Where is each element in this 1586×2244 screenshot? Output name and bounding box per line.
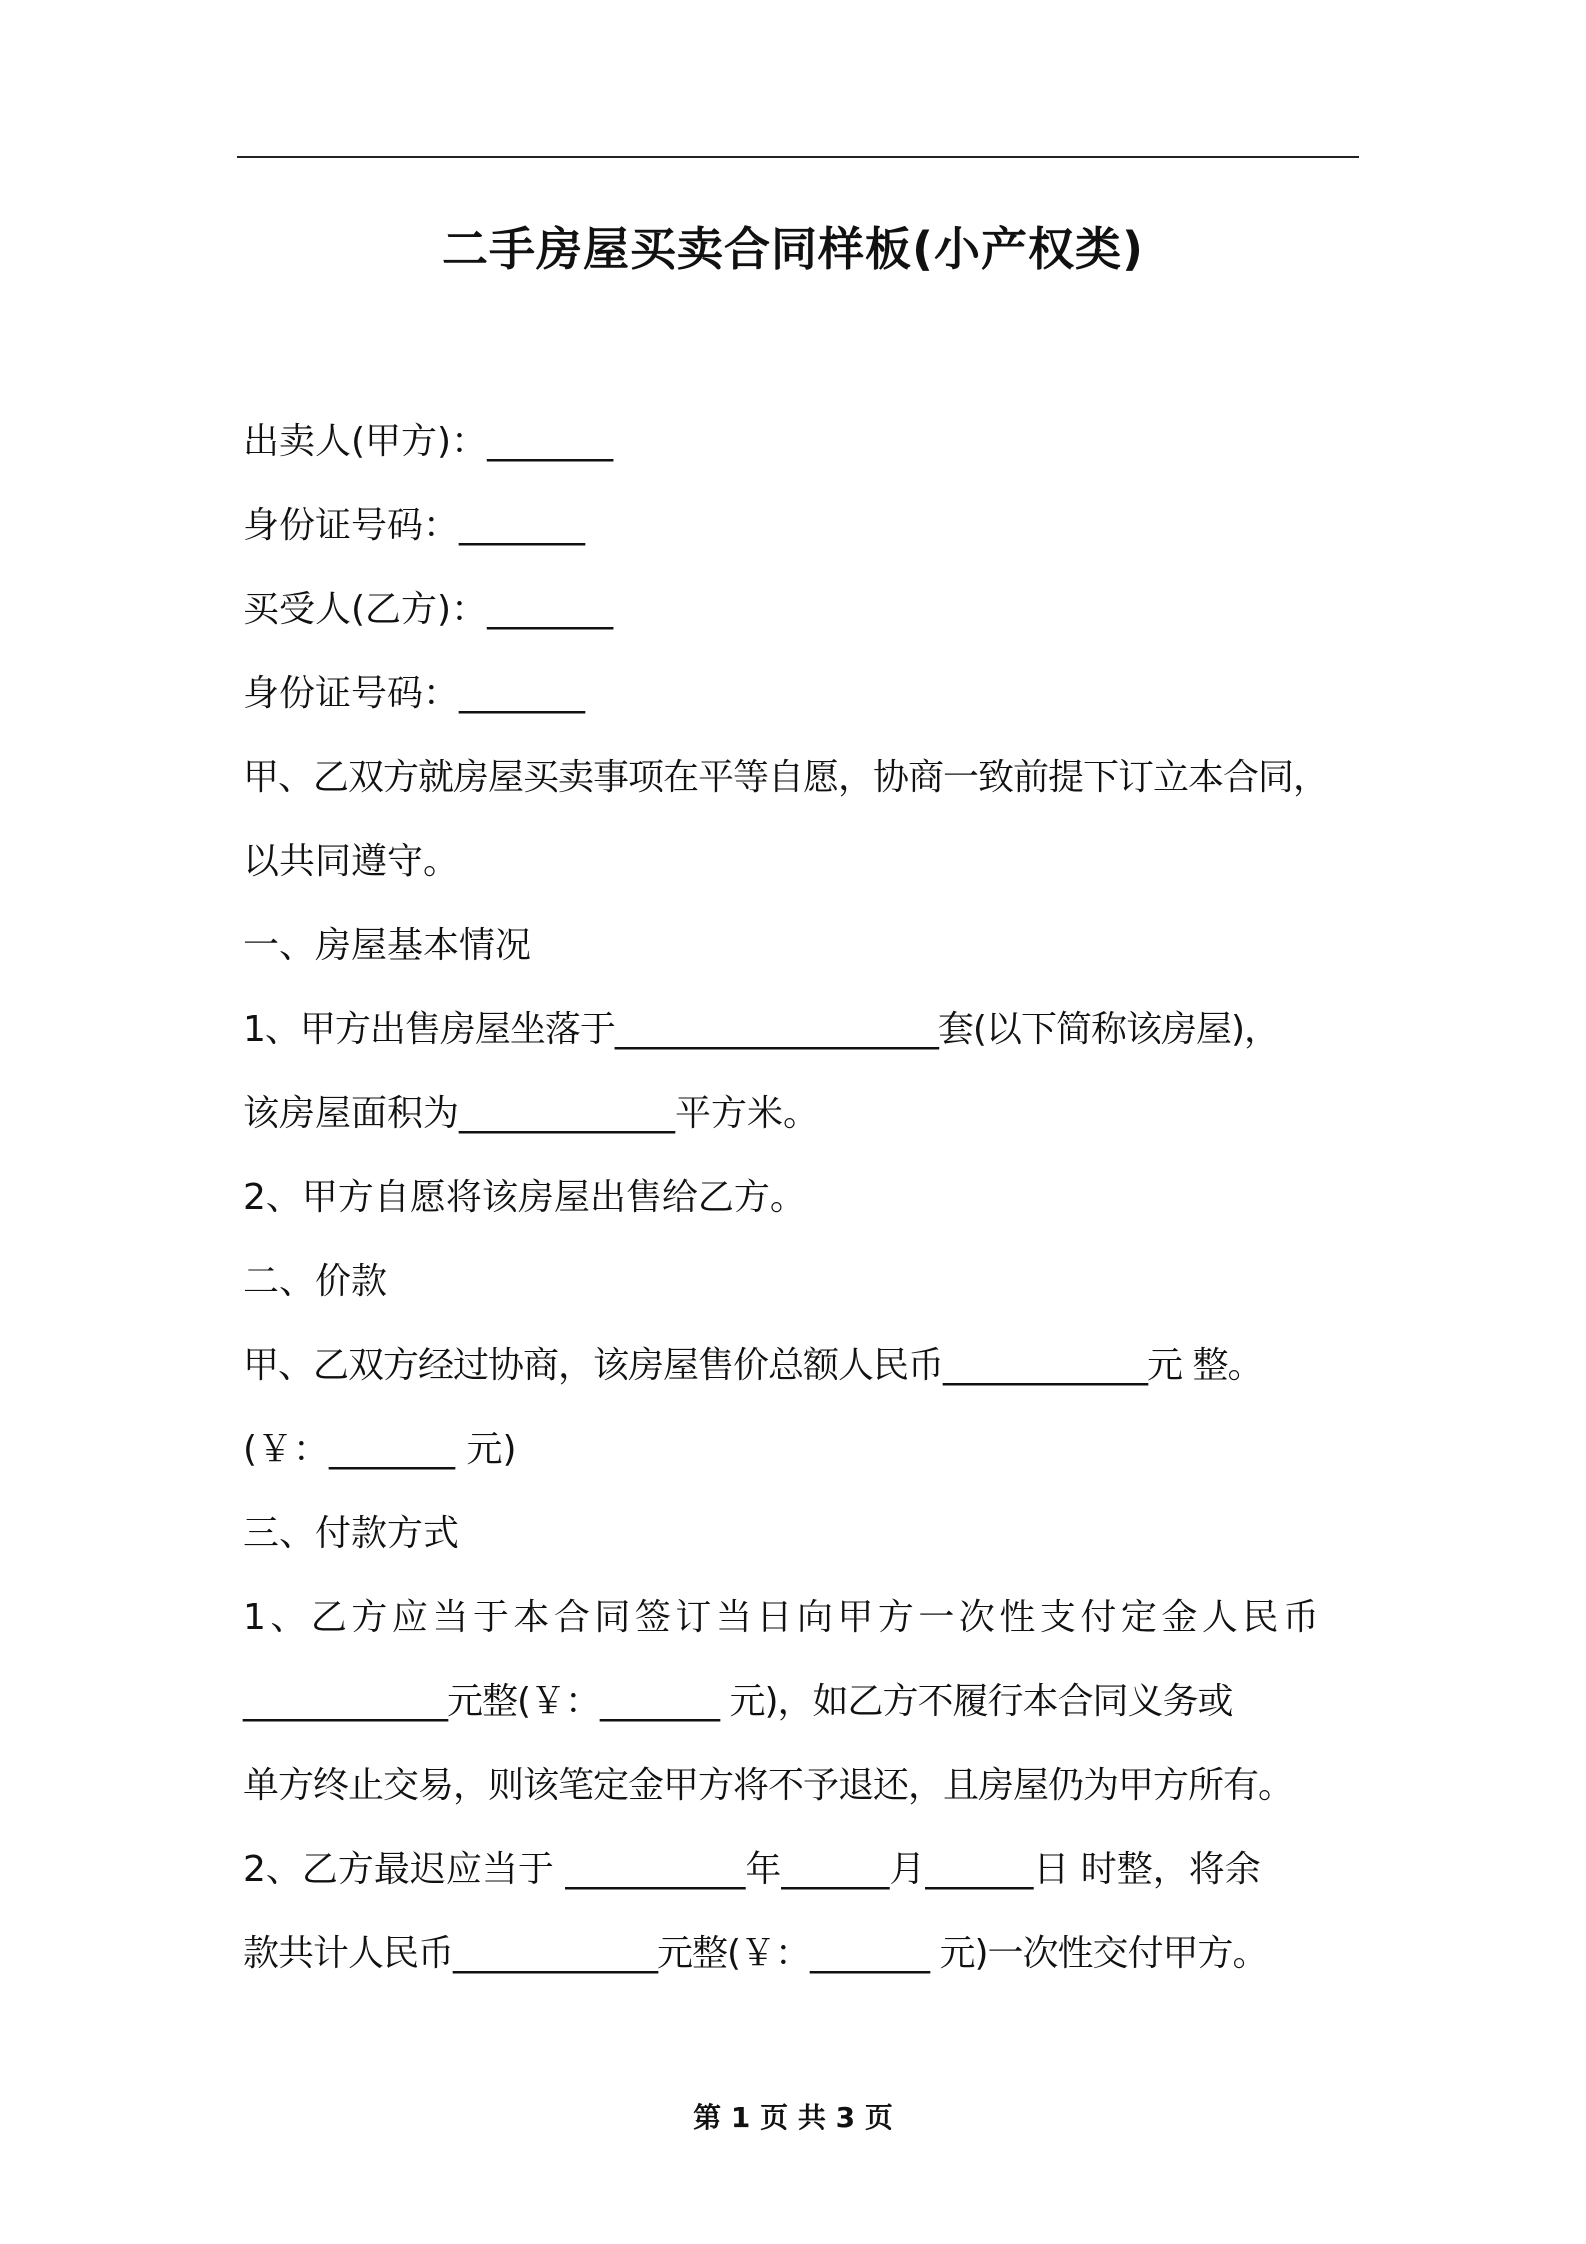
clause-3-2-line-2: 款共计人民币____________元整(￥：_______ 元)一次性交付甲方。 <box>243 1933 1268 1974</box>
section-heading-3: 三、付款方式 <box>243 1513 460 1554</box>
price-line-2: (￥：_______ 元) <box>243 1429 517 1470</box>
document-body <box>243 400 1368 1996</box>
seller-line: 出卖人(甲方)：_______ <box>243 421 614 462</box>
document-title: 二手房屋买卖合同样板(小产权类) <box>441 222 1145 276</box>
clause-1-1-line-2: 该房屋面积为____________平方米。 <box>243 1093 820 1134</box>
page-number: 第 1 页 共 3 页 <box>693 2101 893 2134</box>
header-rule <box>237 156 1359 158</box>
preamble-line-1: 甲、乙双方就房屋买卖事项在平等自愿，协商一致前提下订立本合同， <box>243 757 1329 798</box>
buyer-line: 买受人(乙方)：_______ <box>243 589 614 630</box>
clause-3-1-line-3: 单方终止交易，则该笔定金甲方将不予退还，且房屋仍为甲方所有。 <box>243 1765 1294 1806</box>
clause-3-1-line-1: 1、乙方应当于本合同签订当日向甲方一次性支付定金人民币 <box>243 1597 1324 1638</box>
clause-1-2: 2、甲方自愿将该房屋出售给乙方。 <box>243 1177 806 1218</box>
clause-1-1-line-1: 1、甲方出售房屋坐落于___________________套(以下简称该房屋)， <box>243 1009 1279 1050</box>
clause-3-2-line-1: 2、乙方最迟应当于 __________年______月______日 时整，将余 <box>243 1849 1261 1890</box>
section-heading-2: 二、价款 <box>243 1261 388 1302</box>
buyer-id-line: 身份证号码：_______ <box>243 673 586 714</box>
seller-id-line: 身份证号码：_______ <box>243 505 586 546</box>
clause-3-1-line-2: ____________元整(￥：_______ 元)，如乙方不履行本合同义务或 <box>243 1681 1233 1722</box>
preamble-line-2: 以共同遵守。 <box>243 841 460 882</box>
section-heading-1: 一、房屋基本情况 <box>243 925 532 966</box>
price-line-1: 甲、乙双方经过协商，该房屋售价总额人民币____________元 整。 <box>243 1345 1263 1386</box>
